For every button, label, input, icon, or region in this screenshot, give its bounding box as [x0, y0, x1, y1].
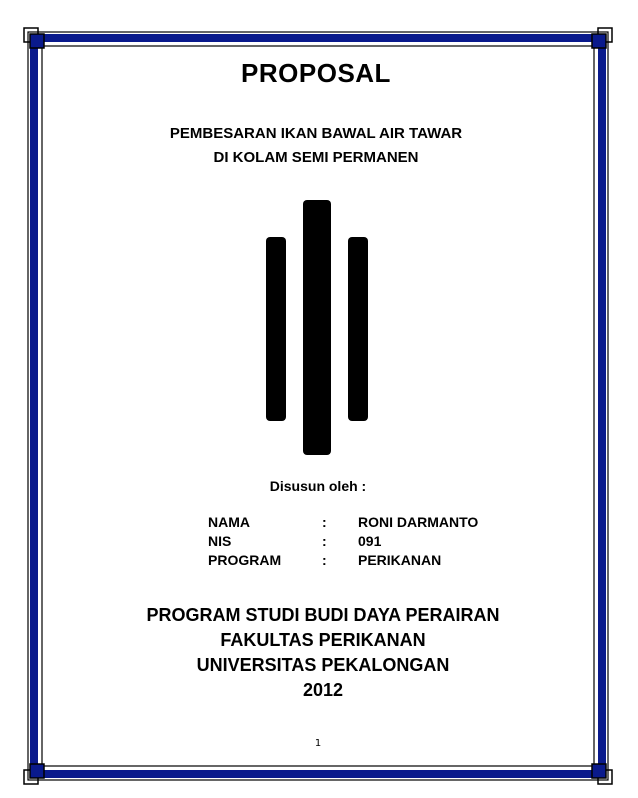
institution-block [0, 603, 638, 703]
subtitle-line-2: DI KOLAM SEMI PERMANEN [213, 149, 419, 166]
corner-ornament-bottom-left [24, 764, 44, 784]
corner-ornament-bottom-right [592, 764, 612, 784]
subtitle-line-1: PEMBESARAN IKAN BAWAL AIR TAWAR [169, 125, 463, 142]
document-title: PROPOSAL [241, 58, 391, 88]
page-number: 1 [314, 738, 322, 749]
identity-separator: : [322, 552, 327, 568]
identity-key: NAMA [208, 514, 250, 530]
identity-key: NIS [208, 533, 232, 549]
identity-row-program [208, 551, 518, 570]
document-subtitle [0, 122, 632, 170]
institution-year: 2012 [302, 680, 344, 700]
author-intro: Disusun oleh : [269, 478, 367, 494]
institution-program: PROGRAM STUDI BUDI DAYA PERAIRAN [146, 605, 500, 625]
identity-value: PERIKANAN [358, 552, 442, 568]
corner-ornament-top-left [24, 28, 44, 48]
corner-ornament-top-right [592, 28, 612, 48]
identity-row-nama [208, 513, 518, 532]
identity-separator: : [322, 533, 327, 549]
identity-table [208, 513, 518, 570]
identity-row-nis [208, 532, 518, 551]
institution-faculty: FAKULTAS PERIKANAN [220, 630, 426, 650]
identity-key: PROGRAM [208, 552, 282, 568]
identity-separator: : [322, 514, 327, 530]
institution-university: UNIVERSITAS PEKALONGAN [196, 655, 450, 675]
identity-value: RONI DARMANTO [358, 514, 479, 530]
identity-value: 091 [358, 533, 382, 549]
